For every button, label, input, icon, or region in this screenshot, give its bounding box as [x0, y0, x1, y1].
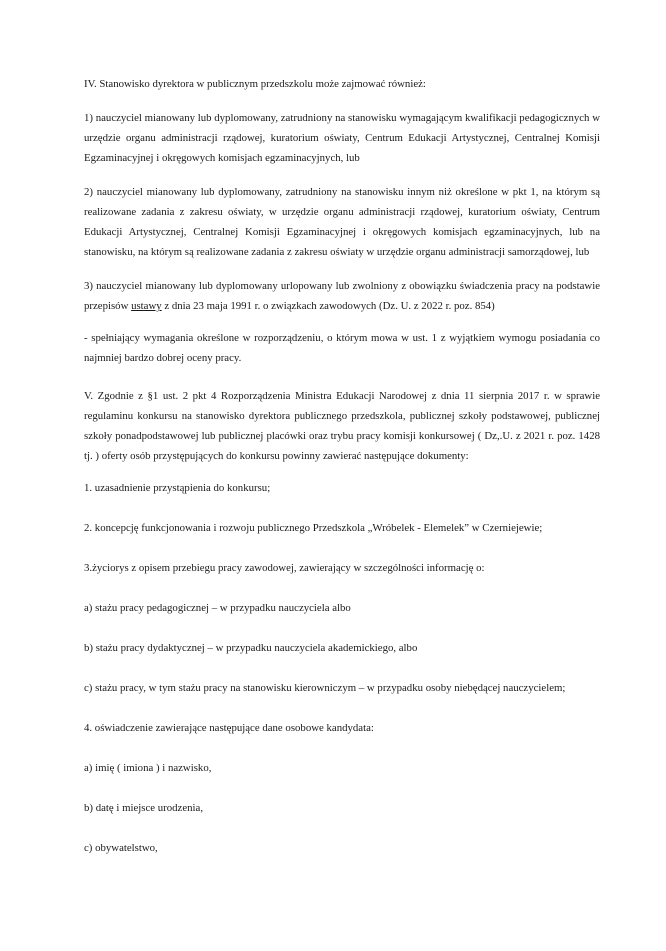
document-item-3a: a) stażu pracy pedagogicznej – w przypadku nauczyciela albo — [84, 602, 351, 614]
paragraph-point-1: 1) nauczyciel mianowany lub dyplomowany, zatrudniony na stanowisku wymagającym kwalifikacji pedagogicznych w urzędzie organu administracji rządowej, kuratorium oświaty, Centrum Edukacji Artystycznej, Centralnej Komisji Egzaminacyjnej i okręgowych komisjach egzaminacyjnych, lub — [84, 112, 600, 164]
document-item-3: 3.życiorys z opisem przebiegu pracy zawodowej, zawierający w szczególności informację o: — [84, 562, 485, 574]
section-iv-heading: IV. Stanowisko dyrektora w publicznym przedszkolu może zajmować również: — [84, 78, 426, 90]
paragraph-requirements: - spełniający wymagania określone w rozporządzeniu, o którym mowa w ust. 1 z wyjątkiem wymogu posiadania co najmniej bardzo dobrej oceny pracy. — [84, 332, 600, 364]
act-link[interactable]: ustawy — [131, 300, 162, 312]
document-item-4b: b) datę i miejsce urodzenia, — [84, 802, 204, 814]
document-item-4: 4. oświadczenie zawierające następujące dane osobowe kandydata: — [84, 722, 374, 734]
document-item-4a: a) imię ( imiona ) i nazwisko, — [84, 762, 212, 774]
paragraph-point-2: 2) nauczyciel mianowany lub dyplomowany, zatrudniony na stanowisku innym niż określone w pkt 1, na którym są realizowane zadania z zakresu oświaty, w urzędzie organu administracji rządowej, kuratorium oświaty, Centrum Edukacji Artystycznej, Centralnej Komisji Egzaminacyjnej i okręgowych komisjach egzaminacyjnych, lub na stanowisku, na którym są realizowane zadania z zakresu oświaty w urzędzie organu administracji samorządowej, lub — [84, 186, 600, 258]
paragraph-point-3 — [84, 276, 600, 316]
document-item-4c: c) obywatelstwo, — [84, 842, 158, 854]
document-item-2: 2. koncepcję funkcjonowania i rozwoju publicznego Przedszkola „Wróbelek - Elemelek” w Czerniejewie; — [84, 522, 543, 534]
section-v-paragraph: V. Zgodnie z §1 ust. 2 pkt 4 Rozporządzenia Ministra Edukacji Narodowej z dnia 11 sierpnia 2017 r. w sprawie regulaminu konkursu na stanowisko dyrektora publicznego przedszkola, publicznej szkoły podstawowej, publicznej szkoły ponadpodstawowej lub publicznej placówki oraz trybu pracy komisji konkursowej ( Dz,.U. z 2021 r. poz. 1428 tj. ) oferty osób przystępujących do konkursu powinny zawierać następujące dokumenty: — [84, 390, 600, 462]
paragraph-point-3-end: z dnia 23 maja 1991 r. o związkach zawodowych (Dz. U. z 2022 r. poz. 854) — [161, 300, 495, 312]
document-item-1: 1. uzasadnienie przystąpienia do konkursu; — [84, 482, 271, 494]
document-item-3c: c) stażu pracy, w tym stażu pracy na stanowisku kierowniczym – w przypadku osoby niebędącej nauczycielem; — [84, 682, 566, 694]
document-item-3b: b) stażu pracy dydaktycznej – w przypadku nauczyciela akademickiego, albo — [84, 642, 418, 654]
paragraph-point-3-start: 3) nauczyciel mianowany lub dyplomowany urlopowany lub zwolniony z obowiązku świadczenia pracy na podstawie przepisów — [84, 280, 600, 312]
